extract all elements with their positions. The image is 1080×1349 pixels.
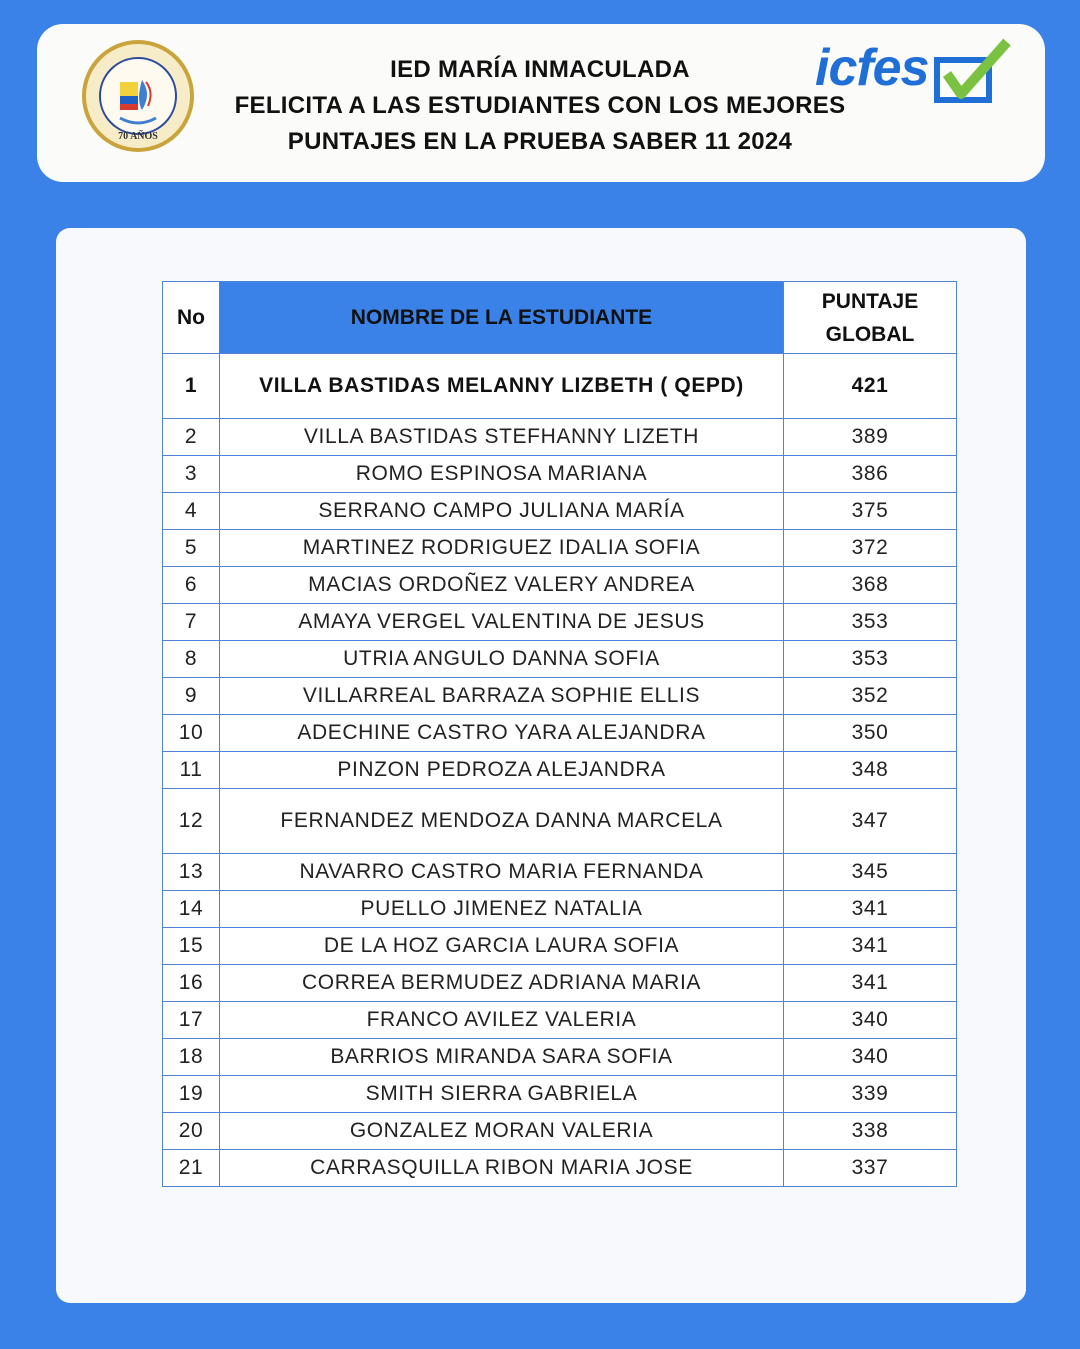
page-title [220,52,860,160]
table-row [163,419,957,456]
student-score: 345 [784,854,957,891]
row-number: 19 [163,1076,220,1113]
row-number: 21 [163,1150,220,1187]
column-header-score [784,282,957,354]
icfes-logo [815,38,1010,104]
student-score: 421 [784,354,957,419]
table-row [163,354,957,419]
table-row [163,1039,957,1076]
student-score: 353 [784,641,957,678]
student-name: CARRASQUILLA RIBON MARIA JOSE [220,1150,784,1187]
student-score: 352 [784,678,957,715]
student-score: 341 [784,891,957,928]
student-name: VILLA BASTIDAS MELANNY LIZBETH ( QEPD) [220,354,784,419]
score-header-line-2: GLOBAL [825,322,915,346]
row-number: 15 [163,928,220,965]
results-table [162,281,957,1187]
row-number: 7 [163,604,220,641]
table-row [163,965,957,1002]
student-name: NAVARRO CASTRO MARIA FERNANDA [220,854,784,891]
row-number: 2 [163,419,220,456]
row-number: 3 [163,456,220,493]
table-row [163,1002,957,1039]
table-row [163,1150,957,1187]
row-number: 11 [163,752,220,789]
student-name: CORREA BERMUDEZ ADRIANA MARIA [220,965,784,1002]
row-number: 6 [163,567,220,604]
table-row [163,456,957,493]
table-row [163,854,957,891]
student-name: DE LA HOZ GARCIA LAURA SOFIA [220,928,784,965]
row-number: 18 [163,1039,220,1076]
row-number: 17 [163,1002,220,1039]
student-score: 337 [784,1150,957,1187]
row-number: 10 [163,715,220,752]
student-score: 340 [784,1039,957,1076]
checkmark-icon [933,38,1011,104]
student-score: 368 [784,567,957,604]
student-score: 341 [784,965,957,1002]
title-line-2: FELICITA A LAS ESTUDIANTES CON LOS MEJORES [234,92,846,119]
student-score: 353 [784,604,957,641]
student-score: 350 [784,715,957,752]
student-score: 341 [784,928,957,965]
student-name: SMITH SIERRA GABRIELA [220,1076,784,1113]
row-number: 20 [163,1113,220,1150]
table-row [163,928,957,965]
student-name: AMAYA VERGEL VALENTINA DE JESUS [220,604,784,641]
student-name: BARRIOS MIRANDA SARA SOFIA [220,1039,784,1076]
student-score: 372 [784,530,957,567]
student-name: PINZON PEDROZA ALEJANDRA [220,752,784,789]
table-row [163,604,957,641]
logo-text: icfes [815,39,929,97]
student-score: 386 [784,456,957,493]
table-row [163,678,957,715]
student-name: MACIAS ORDOÑEZ VALERY ANDREA [220,567,784,604]
student-name: UTRIA ANGULO DANNA SOFIA [220,641,784,678]
student-score: 339 [784,1076,957,1113]
student-name: ROMO ESPINOSA MARIANA [220,456,784,493]
row-number: 5 [163,530,220,567]
student-name: PUELLO JIMENEZ NATALIA [220,891,784,928]
table-header-row [163,282,957,354]
title-line-3: PUNTAJES EN LA PRUEBA SABER 11 2024 [287,128,793,155]
student-name: VILLA BASTIDAS STEFHANNY LIZETH [220,419,784,456]
student-name: SERRANO CAMPO JULIANA MARÍA [220,493,784,530]
table-row [163,789,957,854]
student-score: 340 [784,1002,957,1039]
row-number: 16 [163,965,220,1002]
student-name: GONZALEZ MORAN VALERIA [220,1113,784,1150]
student-score: 389 [784,419,957,456]
column-header-no: No [163,282,220,354]
column-header-name: NOMBRE DE LA ESTUDIANTE [220,282,784,354]
row-number: 1 [163,354,220,419]
table-row [163,891,957,928]
table-row [163,641,957,678]
row-number: 9 [163,678,220,715]
table-row [163,752,957,789]
row-number: 8 [163,641,220,678]
table-row [163,715,957,752]
student-name: ADECHINE CASTRO YARA ALEJANDRA [220,715,784,752]
score-header-line-1: PUNTAJE [821,289,919,313]
student-name: FRANCO AVILEZ VALERIA [220,1002,784,1039]
table-row [163,530,957,567]
student-score: 338 [784,1113,957,1150]
student-name: FERNANDEZ MENDOZA DANNA MARCELA [220,789,784,854]
table-row [163,493,957,530]
table-row [163,567,957,604]
student-score: 375 [784,493,957,530]
student-score: 347 [784,789,957,854]
row-number: 12 [163,789,220,854]
row-number: 14 [163,891,220,928]
table-row [163,1113,957,1150]
student-score: 348 [784,752,957,789]
student-name: VILLARREAL BARRAZA SOPHIE ELLIS [220,678,784,715]
student-name: MARTINEZ RODRIGUEZ IDALIA SOFIA [220,530,784,567]
row-number: 4 [163,493,220,530]
row-number: 13 [163,854,220,891]
table-row [163,1076,957,1113]
title-line-1: IED MARÍA INMACULADA [390,56,690,83]
seal-bottom-text: 70 AÑOS [118,131,158,142]
